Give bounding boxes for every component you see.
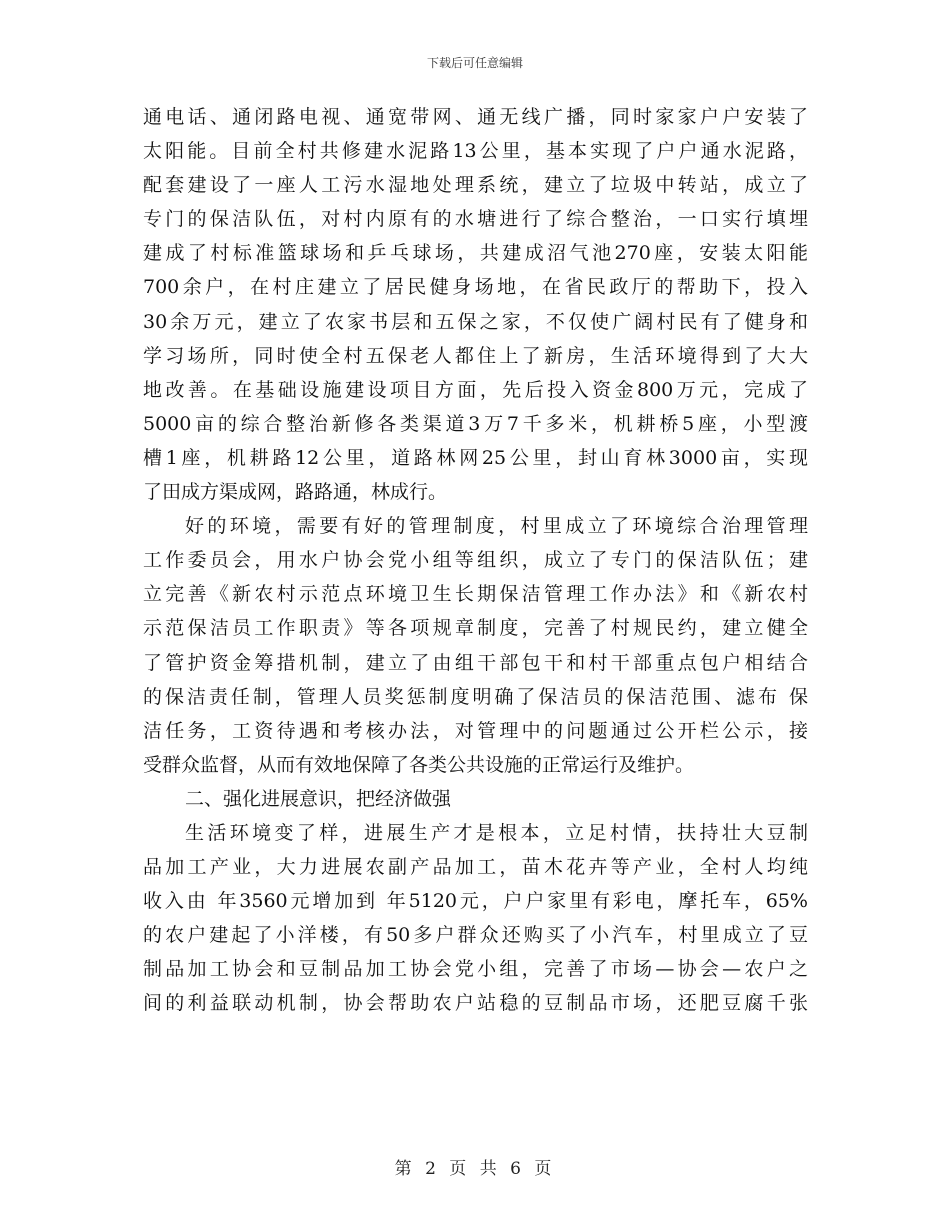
- page-header: 下载后可任意编辑: [426, 56, 523, 70]
- text-line: 学习场所，同时使全村五保老人都住上了新房，生活环境得到了大大: [143, 344, 808, 367]
- text-line: 5000亩的综合整治新修各类渠道3万7千多米，机耕桥5座，小型渡: [143, 412, 808, 435]
- text-line: 受群众监督，从而有效地保障了各类公共设施的正常运行及维护。: [143, 753, 695, 776]
- text-line: 700余户，在村庄建立了居民健身场地，在省民政厅的帮助下，投入: [143, 276, 808, 299]
- text-line: 立完善《新农村示范点环境卫生长期保洁管理工作办法》和《新农村: [143, 583, 808, 606]
- text-line: 洁任务，工资待遇和考核办法，对管理中的问题通过公开栏公示，接: [143, 719, 808, 742]
- text-line: 生活环境变了样，进展生产才是根本，立足村情，扶持壮大豆制: [185, 821, 808, 844]
- text-line: 了田成方渠成网，路路通，林成行。: [143, 481, 448, 504]
- text-line: 了管护资金筹措机制，建立了由组干部包干和村干部重点包户相结合: [143, 651, 808, 674]
- text-line: 制品加工协会和豆制品加工协会党小组，完善了市场—协会—农户之: [143, 958, 808, 981]
- text-line: 好的环境，需要有好的管理制度，村里成立了环境综合治理管理: [185, 515, 808, 538]
- text-line: 间的利益联动机制，协会帮助农户站稳的豆制品市场，还肥豆腐千张: [143, 992, 808, 1015]
- text-line: 的保洁责任制，管理人员奖惩制度明确了保洁员的保洁范围、滤布 保: [143, 685, 808, 708]
- document-body: [143, 100, 808, 1021]
- section-heading: 二、强化进展意识，把经济做强: [185, 787, 452, 810]
- text-line: 专门的保洁队伍，对村内原有的水塘进行了综合整治，一口实行填埋: [143, 208, 808, 231]
- text-line: 配套建设了一座人工污水湿地处理系统，建立了垃圾中转站，成立了: [143, 174, 808, 197]
- text-line: 品加工产业，大力进展农副产品加工，苗木花卉等产业，全村人均纯: [143, 856, 808, 879]
- text-line: 建成了村标准篮球场和乒乓球场，共建成沼气池270座，安装太阳能: [143, 242, 808, 265]
- text-line: 收入由 年3560元增加到 年5120元，户户家里有彩电，摩托车，65%: [143, 890, 808, 913]
- page-number-footer: 第 2 页 共 6 页: [394, 1159, 556, 1179]
- text-line: 30余万元，建立了农家书层和五保之家，不仅使广阔村民有了健身和: [143, 310, 808, 333]
- text-line: 太阳能。目前全村共修建水泥路13公里，基本实现了户户通水泥路，: [143, 140, 808, 163]
- text-line: 工作委员会，用水户协会党小组等组织，成立了专门的保洁队伍；建: [143, 549, 808, 572]
- text-line: 槽1座，机耕路12公里，道路林网25公里，封山育林3000亩，实现: [143, 446, 808, 469]
- text-line: 通电话、通闭路电视、通宽带网、通无线广播，同时家家户户安装了: [143, 106, 808, 128]
- text-line: 地改善。在基础设施建设项目方面，先后投入资金800万元，完成了: [143, 378, 808, 401]
- text-line: 的农户建起了小洋楼，有50多户群众还购买了小汽车，村里成立了豆: [143, 924, 808, 947]
- text-line: 示范保洁员工作职责》等各项规章制度，完善了村规民约，建立健全: [143, 617, 808, 640]
